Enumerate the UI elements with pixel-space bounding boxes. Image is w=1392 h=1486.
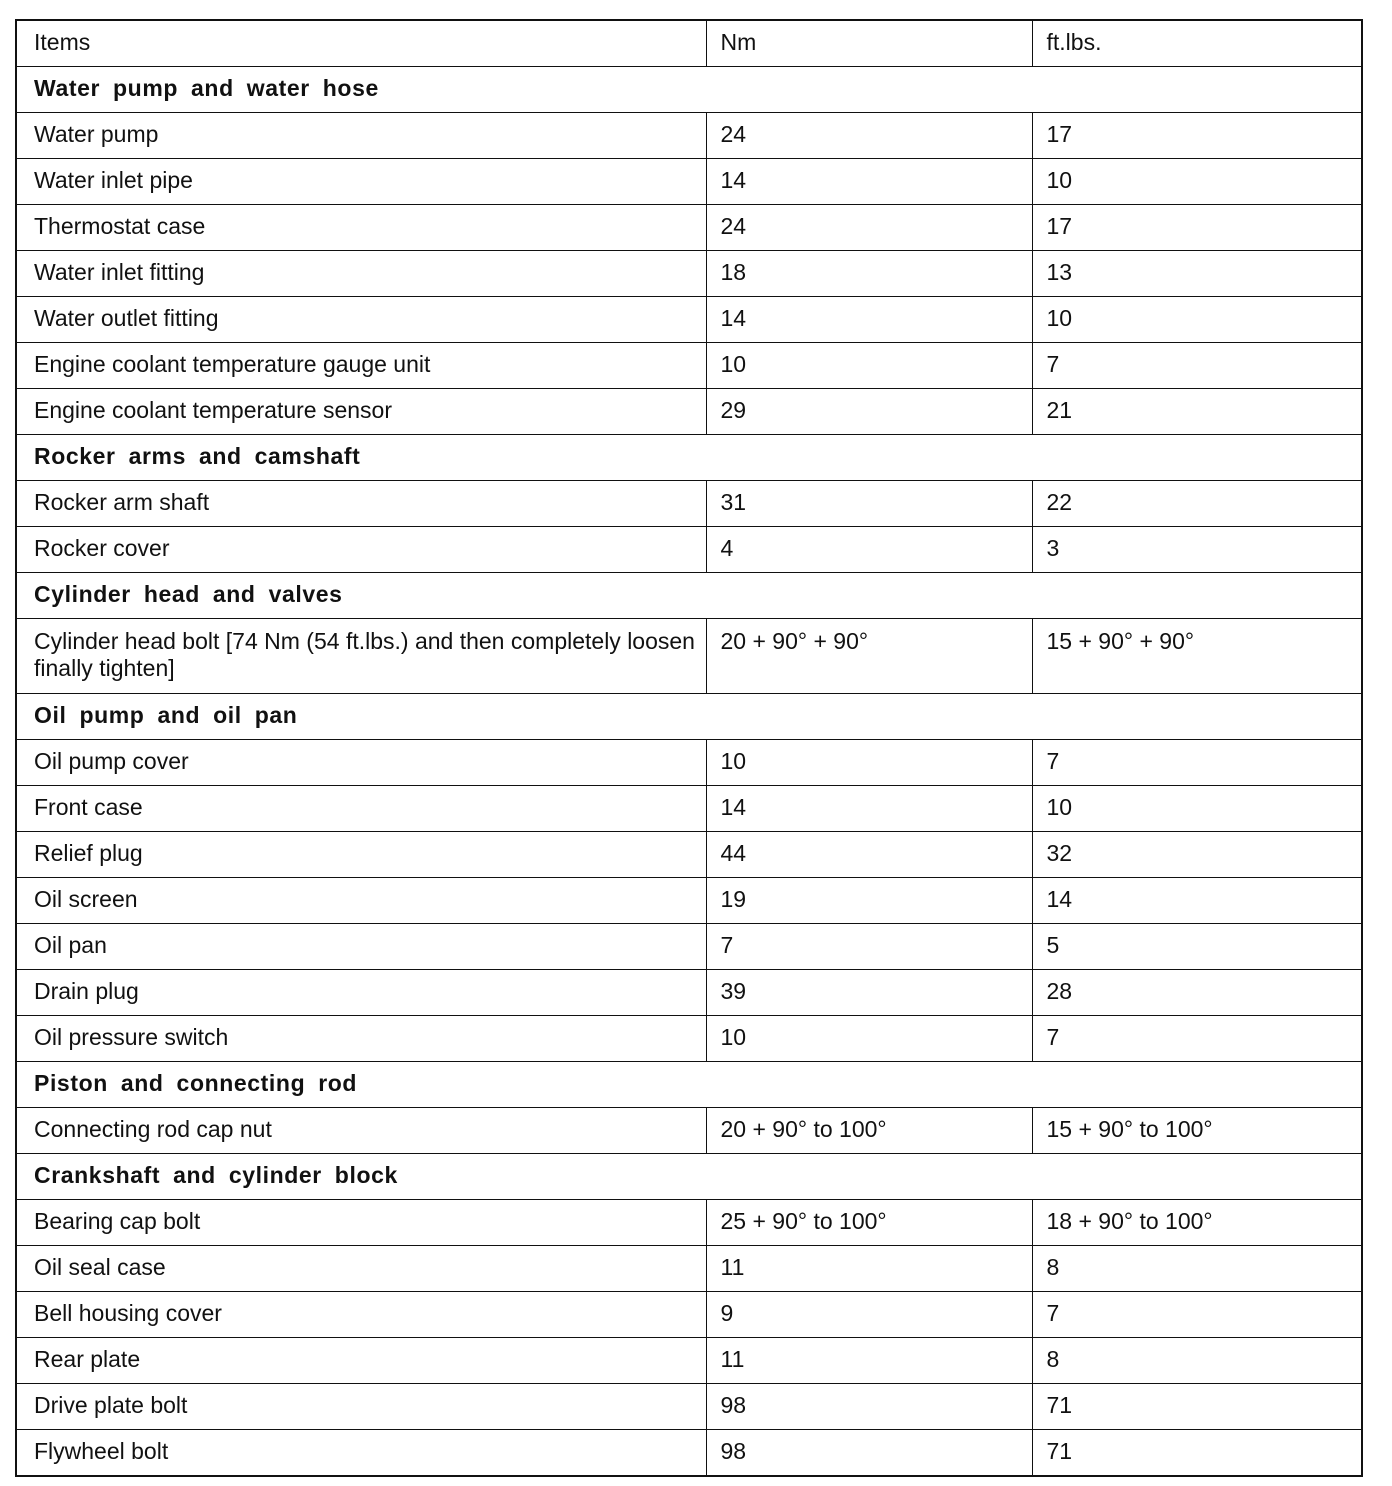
item-cell: Engine coolant temperature gauge unit <box>16 343 706 389</box>
ftlbs-cell: 17 <box>1032 113 1362 159</box>
section-title: Rocker arms and camshaft <box>16 435 1362 481</box>
ftlbs-cell: 13 <box>1032 251 1362 297</box>
item-cell: Rocker arm shaft <box>16 481 706 527</box>
table-row <box>16 786 1362 832</box>
ftlbs-cell: 3 <box>1032 527 1362 573</box>
header-row <box>16 20 1362 67</box>
table-row <box>16 878 1362 924</box>
nm-cell: 25 + 90° to 100° <box>706 1200 1032 1246</box>
ftlbs-cell: 14 <box>1032 878 1362 924</box>
item-cell: Rear plate <box>16 1338 706 1384</box>
table-row <box>16 1016 1362 1062</box>
ftlbs-cell: 8 <box>1032 1338 1362 1384</box>
ftlbs-cell: 71 <box>1032 1430 1362 1477</box>
nm-cell: 39 <box>706 970 1032 1016</box>
ftlbs-cell: 7 <box>1032 740 1362 786</box>
ftlbs-cell: 7 <box>1032 343 1362 389</box>
table-row <box>16 113 1362 159</box>
table-row <box>16 343 1362 389</box>
section-row <box>16 1062 1362 1108</box>
table-row <box>16 205 1362 251</box>
section-title: Piston and connecting rod <box>16 1062 1362 1108</box>
item-cell: Flywheel bolt <box>16 1430 706 1477</box>
section-row <box>16 1154 1362 1200</box>
ftlbs-cell: 8 <box>1032 1246 1362 1292</box>
nm-cell: 9 <box>706 1292 1032 1338</box>
item-cell: Bell housing cover <box>16 1292 706 1338</box>
item-cell: Oil seal case <box>16 1246 706 1292</box>
ftlbs-cell: 22 <box>1032 481 1362 527</box>
table-row <box>16 970 1362 1016</box>
item-cell: Drive plate bolt <box>16 1384 706 1430</box>
header-items: Items <box>16 20 706 67</box>
ftlbs-cell: 28 <box>1032 970 1362 1016</box>
section-title: Water pump and water hose <box>16 67 1362 113</box>
nm-cell: 14 <box>706 786 1032 832</box>
nm-cell: 19 <box>706 878 1032 924</box>
nm-cell: 98 <box>706 1430 1032 1477</box>
item-cell: Oil pan <box>16 924 706 970</box>
item-cell: Oil pump cover <box>16 740 706 786</box>
header-nm: Nm <box>706 20 1032 67</box>
ftlbs-cell: 71 <box>1032 1384 1362 1430</box>
item-cell: Oil pressure switch <box>16 1016 706 1062</box>
ftlbs-cell: 10 <box>1032 159 1362 205</box>
ftlbs-cell: 32 <box>1032 832 1362 878</box>
nm-cell: 24 <box>706 113 1032 159</box>
table-row <box>16 1430 1362 1477</box>
table-row <box>16 297 1362 343</box>
nm-cell: 11 <box>706 1338 1032 1384</box>
section-title: Crankshaft and cylinder block <box>16 1154 1362 1200</box>
item-cell: Cylinder head bolt [74 Nm (54 ft.lbs.) and then completely loosen finally tighten] <box>16 619 706 694</box>
item-cell: Oil screen <box>16 878 706 924</box>
table-row <box>16 740 1362 786</box>
item-cell: Engine coolant temperature sensor <box>16 389 706 435</box>
table-row <box>16 1384 1362 1430</box>
nm-cell: 10 <box>706 343 1032 389</box>
nm-cell: 31 <box>706 481 1032 527</box>
nm-cell: 7 <box>706 924 1032 970</box>
item-cell: Relief plug <box>16 832 706 878</box>
nm-cell: 10 <box>706 1016 1032 1062</box>
nm-cell: 4 <box>706 527 1032 573</box>
nm-cell: 14 <box>706 159 1032 205</box>
ftlbs-cell: 15 + 90° + 90° <box>1032 619 1362 694</box>
nm-cell: 29 <box>706 389 1032 435</box>
nm-cell: 20 + 90° + 90° <box>706 619 1032 694</box>
header-ftlbs: ft.lbs. <box>1032 20 1362 67</box>
item-cell: Water inlet fitting <box>16 251 706 297</box>
table-row <box>16 1200 1362 1246</box>
nm-cell: 14 <box>706 297 1032 343</box>
nm-cell: 24 <box>706 205 1032 251</box>
table-body <box>16 20 1362 1476</box>
ftlbs-cell: 10 <box>1032 297 1362 343</box>
ftlbs-cell: 15 + 90° to 100° <box>1032 1108 1362 1154</box>
table-row <box>16 389 1362 435</box>
nm-cell: 98 <box>706 1384 1032 1430</box>
nm-cell: 10 <box>706 740 1032 786</box>
table-row <box>16 924 1362 970</box>
ftlbs-cell: 7 <box>1032 1292 1362 1338</box>
item-cell: Water pump <box>16 113 706 159</box>
nm-cell: 11 <box>706 1246 1032 1292</box>
nm-cell: 44 <box>706 832 1032 878</box>
ftlbs-cell: 17 <box>1032 205 1362 251</box>
table-row <box>16 1246 1362 1292</box>
item-cell: Bearing cap bolt <box>16 1200 706 1246</box>
table-row <box>16 251 1362 297</box>
item-cell: Thermostat case <box>16 205 706 251</box>
item-cell: Connecting rod cap nut <box>16 1108 706 1154</box>
section-title: Cylinder head and valves <box>16 573 1362 619</box>
table-row <box>16 1292 1362 1338</box>
item-cell: Drain plug <box>16 970 706 1016</box>
section-title: Oil pump and oil pan <box>16 694 1362 740</box>
ftlbs-cell: 18 + 90° to 100° <box>1032 1200 1362 1246</box>
torque-specification-table <box>15 19 1363 1477</box>
ftlbs-cell: 7 <box>1032 1016 1362 1062</box>
ftlbs-cell: 10 <box>1032 786 1362 832</box>
ftlbs-cell: 21 <box>1032 389 1362 435</box>
ftlbs-cell: 5 <box>1032 924 1362 970</box>
section-row <box>16 573 1362 619</box>
table-row <box>16 1338 1362 1384</box>
item-cell: Rocker cover <box>16 527 706 573</box>
table-row <box>16 527 1362 573</box>
table-row <box>16 832 1362 878</box>
section-row <box>16 67 1362 113</box>
item-cell: Water inlet pipe <box>16 159 706 205</box>
table-row <box>16 619 1362 694</box>
item-cell: Water outlet fitting <box>16 297 706 343</box>
table-row <box>16 1108 1362 1154</box>
item-cell: Front case <box>16 786 706 832</box>
table-row <box>16 481 1362 527</box>
nm-cell: 20 + 90° to 100° <box>706 1108 1032 1154</box>
section-row <box>16 694 1362 740</box>
nm-cell: 18 <box>706 251 1032 297</box>
table-row <box>16 159 1362 205</box>
section-row <box>16 435 1362 481</box>
